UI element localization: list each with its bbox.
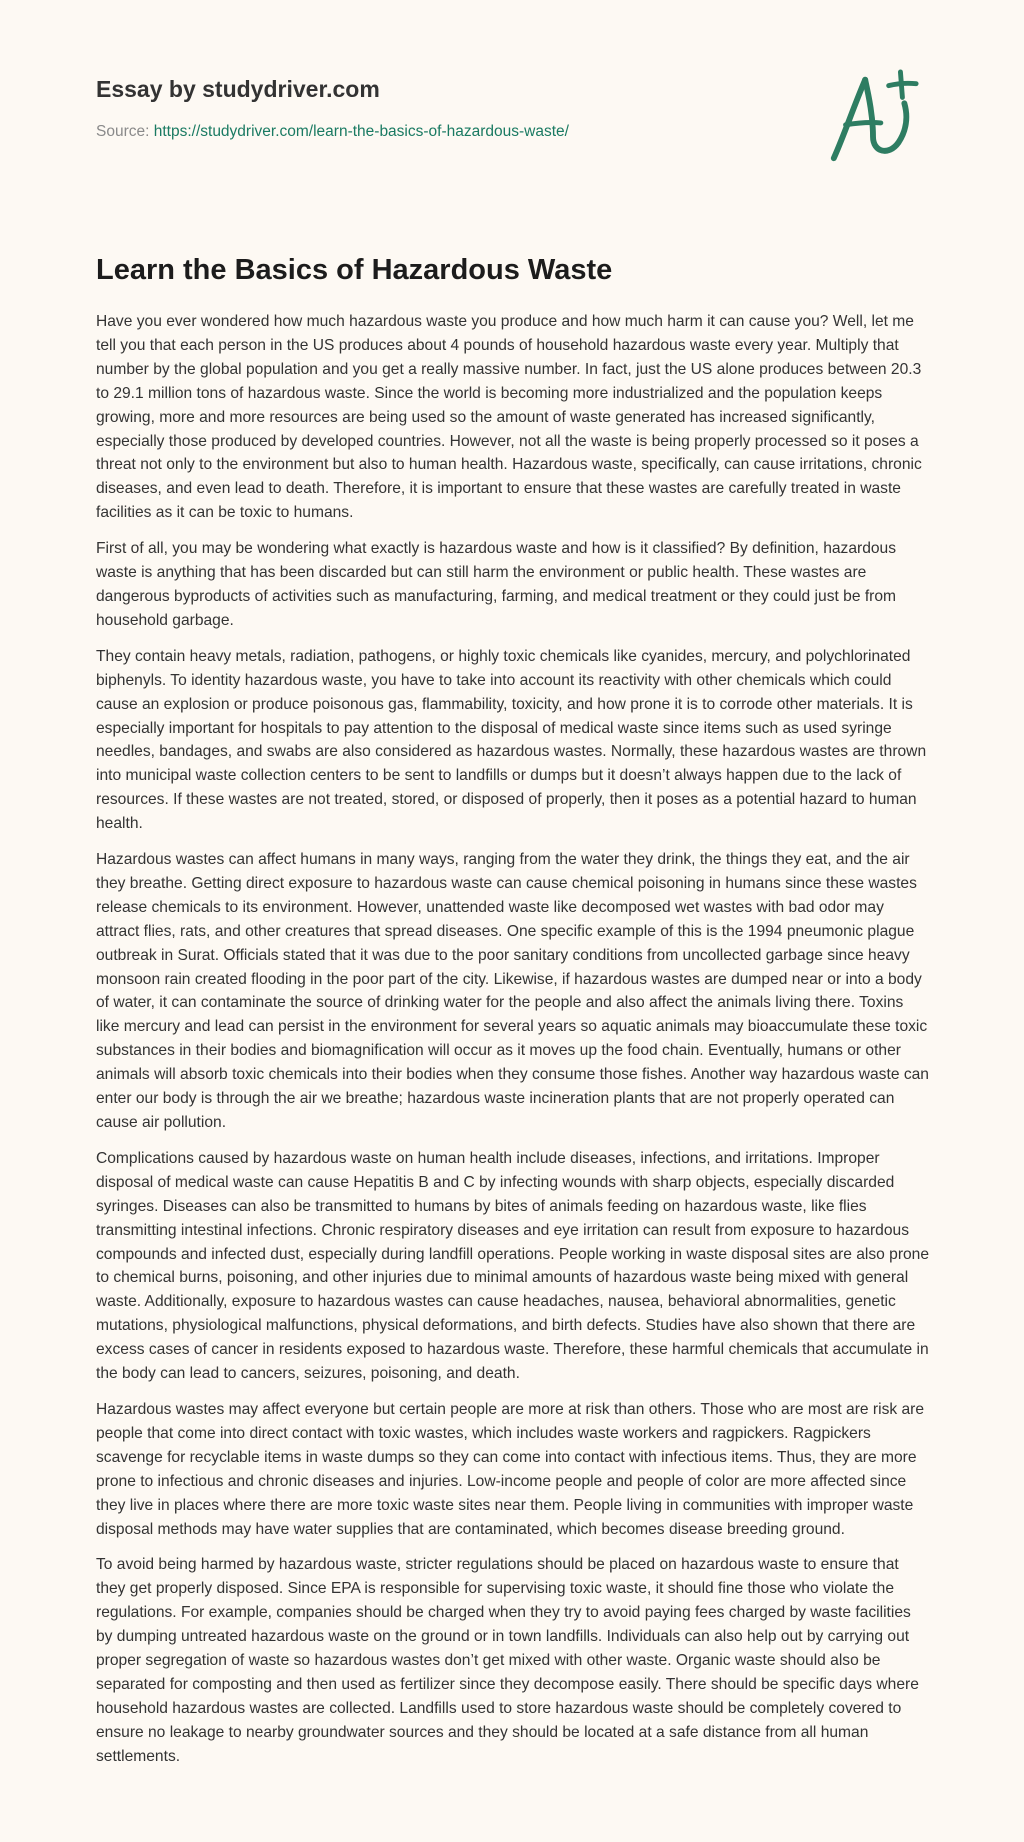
source-link[interactable]: https://studydriver.com/learn-the-basics-of-hazardous-waste/ (153, 123, 569, 140)
paragraph: Complications caused by hazardous waste on human health include diseases, infections, and irritations. Improper disposal of medical waste can cause Hepatitis B and C by infecting wounds with sharp objects, especially discarded syringes. Diseases can also be transmitted to humans by bites of animals feeding on hazardous waste, like flies transmitting intestinal infections. Chronic respiratory diseases and eye irritation can result from exposure to hazardous compounds and infected dust, especially during landfill operations. People working in waste disposal sites are also prone to chemical burns, poisoning, and other injuries due to minimal amounts of hazardous waste being mixed with general waste. Additionally, exposure to hazardous wastes can cause headaches, nausea, behavioral abnormalities, genetic mutations, physiological malfunctions, physical deformations, and birth defects. Studies have also shown that there are excess cases of cancer in residents exposed to hazardous waste. Therefore, these harmful chemicals that accumulate in the body can lead to cancers, seizures, poisoning, and death. (96, 1149, 930, 1383)
paragraph: To avoid being harmed by hazardous waste, stricter regulations should be placed on hazardous waste to ensure that they get properly disposed. Since EPA is responsible for supervising toxic waste, it should fine those who violate the regulations. For example, companies should be charged when they try to avoid paying fees charged by waste facilities by dumping untreated hazardous waste on the ground or in town landfills. Individuals can also help out by carrying out proper segregation of waste so hazardous wastes don’t get mixed with other waste. Organic waste should also be separated for composting and then used as fertilizer since they decompose easily. There should be specific days where household hazardous wastes are collected. Landfills used to store hazardous waste should be completely covered to ensure no leakage to nearby groundwater sources and they should be located at a safe distance from all human settlements. (96, 1556, 919, 1765)
paragraph: Hazardous wastes may affect everyone but certain people are more at risk than others. Those who are most are risk are people that come into direct contact with toxic wastes, which includes waste workers and ragpickers. Ragpickers scavenge for recyclable items in waste dumps so they can come into contact with infectious items. Thus, they are more prone to infectious and chronic diseases and injuries. Low-income people and people of color are more affected since they live in places where there are more toxic waste sites near them. People living in communities with improper waste disposal methods may have water supplies that are contaminated, which becomes disease breeding ground. (96, 1400, 925, 1538)
site-title: Essay by studydriver.com (96, 76, 380, 102)
essay-title: Learn the Basics of Hazardous Waste (96, 254, 613, 286)
logo-icon (824, 68, 922, 166)
source-line (96, 123, 569, 141)
paragraph: Hazardous wastes can affect humans in many ways, ranging from the water they drink, the things they eat, and the air they breathe. Getting direct exposure to hazardous waste can cause chemical poisoning in humans since these wastes release chemicals to its environment. However, unattended waste like decomposed wet wastes with bad odor may attract flies, rats, and other creatures that spread diseases. One specific example of this is the 1994 pneumonic plague outbreak in Surat. Officials stated that it was due to the poor sanitary conditions from uncollected garbage since heavy monsoon rain created flooding in the poor part of the city. Likewise, if hazardous wastes are dumped near or into a body of water, it can contaminate the source of drinking water for the people and also affect the animals living there. Toxins like mercury and lead can persist in the environment for several years so aquatic animals may bioaccumulate these toxic substances in their bodies and biomagnification will occur as it moves up the food chain. Eventually, humans or other animals will absorb toxic chemicals into their bodies when they consume those fishes. Another way hazardous waste can enter our body is through the air we breathe; hazardous waste incineration plants that are not properly operated can cause air pollution. (96, 851, 929, 1131)
document-page (96, 0, 930, 1765)
header (96, 0, 930, 200)
essay-body (96, 310, 930, 1781)
paragraph: They contain heavy metals, radiation, pathogens, or highly toxic chemicals like cyanides, mercury, and polychlorinated biphenyls. To identity hazardous waste, you have to take into account its reactivity with other chemicals which could cause an explosion or produce poisonous gas, flammability, toxicity, and how prone it is to corrode other materials. It is especially important for hospitals to pay attention to the disposal of medical waste since items such as used syringe needles, bandages, and swabs are also considered as hazardous wastes. Normally, these hazardous wastes are thrown into municipal waste collection centers to be sent to landfills or dumps but it doesn’t always happen due to the lack of resources. If these wastes are not treated, stored, or disposed of properly, then it poses as a potential hazard to human health. (96, 647, 927, 833)
paragraph: Have you ever wondered how much hazardous waste you produce and how much harm it can cause you? Well, let me tell you that each person in the US produces about 4 pounds of household hazardous waste every year. Multiply that number by the global population and you get a really massive number. In fact, just the US alone produces between 20.3 to 29.1 million tons of hazardous waste. Since the world is becoming more industrialized and the population keeps growing, more and more resources are being used so the amount of waste generated has increased significantly, especially those produced by developed countries. However, not all the waste is being properly processed so it poses a threat not only to the environment but also to human health. Hazardous waste, specifically, can cause irritations, chronic diseases, and even lead to death. Therefore, it is important to ensure that these wastes are carefully treated in waste facilities as it can be toxic to humans. (96, 313, 922, 522)
source-label: Source: (96, 123, 154, 140)
paragraph: First of all, you may be wondering what exactly is hazardous waste and how is it classified? By definition, hazardous waste is anything that has been discarded but can still harm the environment or public health. These wastes are dangerous byproducts of activities such as manufacturing, farming, and medical treatment or they could just be from household garbage. (96, 540, 897, 629)
